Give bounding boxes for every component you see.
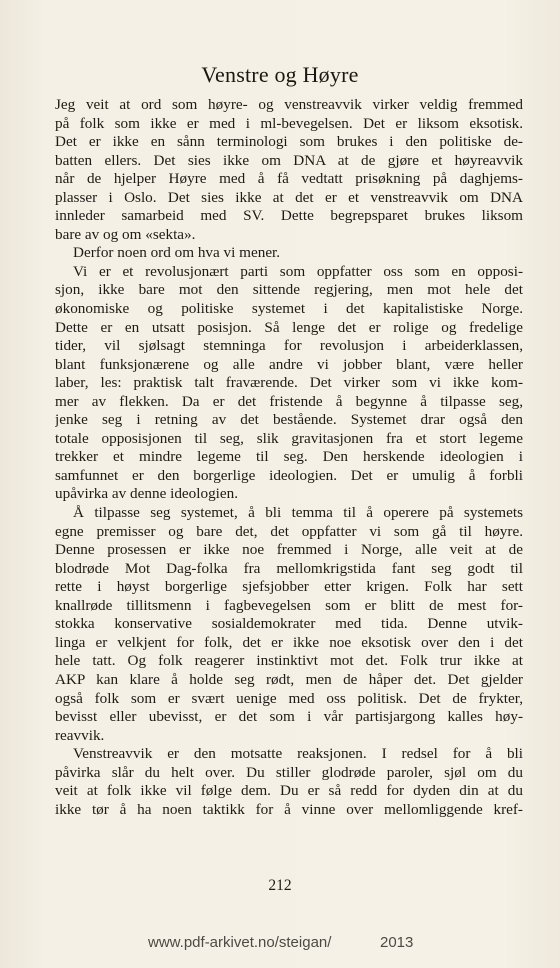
chapter-title: Venstre og Høyre bbox=[201, 62, 359, 87]
text-line: laber, les: praktisk talt fraværende. Det virker som vi ikke kom- bbox=[55, 374, 523, 392]
text-line: batten ellers. Det sies ikke om DNA at de gjøre et høyreavvik bbox=[55, 151, 523, 169]
text-line: mer av flekken. Da er det fristende å begynne å tilpasse seg, bbox=[55, 392, 523, 410]
text-line: Derfor noen ord om hva vi mener. bbox=[73, 244, 281, 262]
text-line: egne premisser og bare det, det oppfatter vi som gå til høyre. bbox=[55, 522, 523, 540]
text-line: samfunnet er den borgerlige ideologien. Det er umulig å forbli bbox=[55, 466, 523, 484]
text-line: veit at folk ikke vil følge dem. Du er så redd for dyden din at du bbox=[55, 782, 523, 800]
text-line: AKP kan klare å holde seg rødt, men de håper det. Det gjelder bbox=[55, 670, 523, 688]
text-line: Vi er et revolusjonært parti som oppfatter oss som en opposi- bbox=[73, 262, 523, 280]
text-line: upåvirka av denne ideologien. bbox=[55, 485, 239, 503]
body-text bbox=[55, 96, 523, 819]
text-line: innleder samarbeid med SV. Dette begrepsparet brukes liksom bbox=[55, 207, 523, 225]
text-line: trekker et mindre legeme til seg. Den herskende ideologien i bbox=[55, 448, 523, 466]
text-line: på folk som ikke er med i ml-bevegelsen. Det er liksom eksotisk. bbox=[55, 114, 523, 132]
text-line: totale opposisjonen til seg, slik gravitasjonen fra et stort legeme bbox=[55, 429, 523, 447]
text-line: påvirka slår du helt over. Du stiller glodrøde paroler, sjøl om du bbox=[55, 763, 523, 781]
text-line: bare av og om «sekta». bbox=[55, 225, 196, 243]
text-line: jenke seg i retning av det bestående. Systemet drar også den bbox=[55, 411, 523, 429]
text-line: når de hjelper Høyre med å få vedtatt prisøkning på daghjems- bbox=[55, 170, 523, 188]
text-line: ikke tør å ha noen taktikk for å vinne over mellomliggende kref- bbox=[55, 800, 523, 818]
text-line: hele tatt. Og folk reagerer instinktivt mot det. Folk trur ikke at bbox=[55, 652, 523, 670]
footer-year: 2013 bbox=[380, 934, 414, 951]
footer-url: www.pdf-arkivet.no/steigan/ bbox=[148, 934, 332, 951]
text-line: rette i høyst borgerlige sjefsjobber etter krigen. Folk har sett bbox=[55, 578, 523, 596]
text-line: plasser i Oslo. Det sies ikke at det er et venstreavvik om DNA bbox=[55, 188, 523, 206]
text-line: knallrøde tillitsmenn i fagbevegelsen som er blitt de mest for- bbox=[55, 596, 523, 614]
text-line: stokka konservative sosialdemokrater med tida. Denne utvik- bbox=[55, 615, 523, 633]
text-line: reavvik. bbox=[55, 726, 105, 744]
text-line: Det er ikke en sånn terminologi som brukes i den politiske de- bbox=[55, 133, 523, 151]
text-line: også folk som er svært uenige med oss politisk. Det de frykter, bbox=[55, 689, 523, 707]
page-number: 212 bbox=[268, 877, 292, 894]
text-line: tider, vil sjølsagt stemninga for revolusjon i arbeiderklassen, bbox=[55, 337, 523, 355]
text-line: blodrøde Mot Dag-folka fra mellomkrigstida fant seg godt til bbox=[55, 559, 523, 577]
text-line: blant funksjonærene og alle andre vi jobber blant, være heller bbox=[55, 355, 523, 373]
text-line: Venstreavvik er den motsatte reaksjonen. I redsel for å bli bbox=[73, 745, 523, 763]
text-line: Jeg veit at ord som høyre- og venstreavvik virker veldig fremmed bbox=[55, 96, 523, 113]
text-line: bevisst eller ubevisst, er det som i vår partisjargong kalles høy- bbox=[55, 708, 523, 726]
text-line: Dette er en utsatt posisjon. Så lenge det er rolige og fredelige bbox=[55, 318, 523, 336]
text-line: sjon, ikke bare mot den sittende regjering, men mot hele det bbox=[55, 281, 523, 299]
text-line: Å tilpasse seg systemet, å bli temma til å operere på systemets bbox=[73, 504, 523, 522]
text-line: økonomiske og politiske systemet i det kapitalistiske Norge. bbox=[55, 300, 523, 318]
text-line: linga er velkjent for folk, det er ikke noe eksotisk over den i det bbox=[55, 633, 523, 651]
text-line: Denne prosessen er ikke noe fremmed i Norge, alle veit at de bbox=[55, 541, 523, 559]
